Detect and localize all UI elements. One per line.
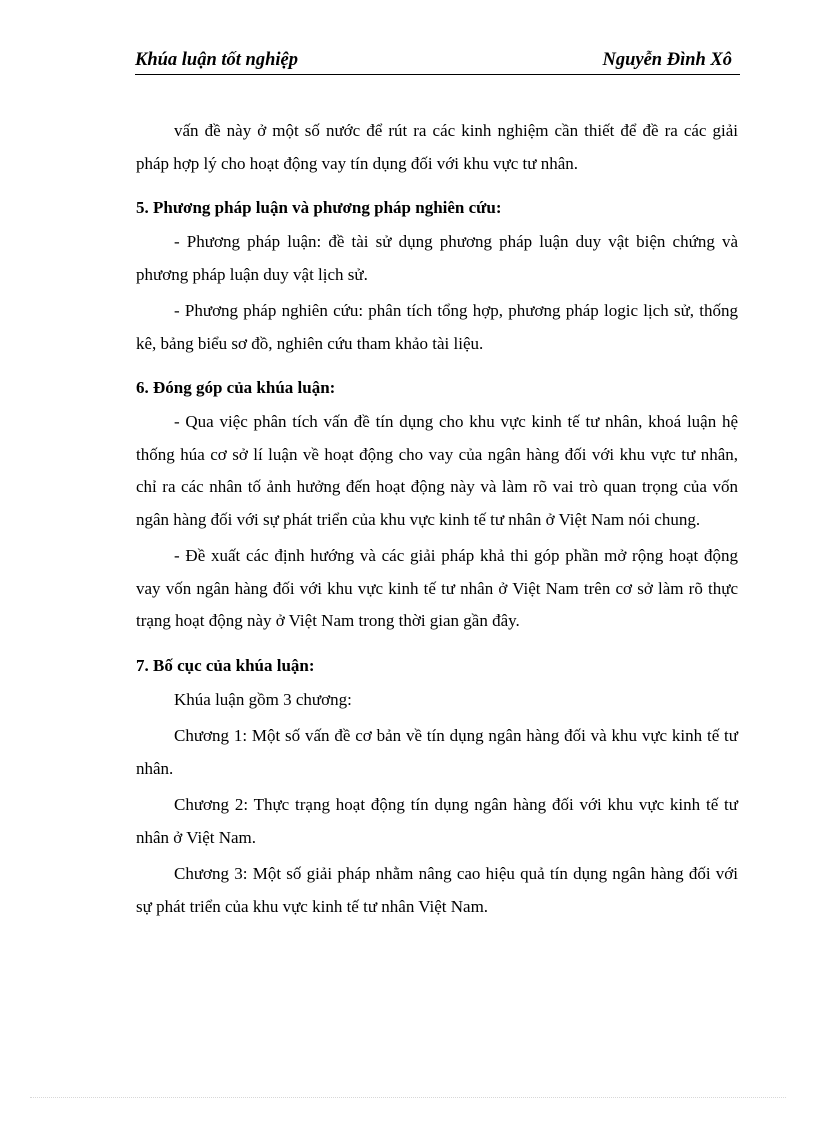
chapter-3-summary: Chương 3: Một số giải pháp nhằm nâng cao hiệu quả tín dụng ngân hàng đối với sự phát triển của khu vực kinh tế tư nhân Việt Nam. [136,864,738,916]
section-6-paragraph-2: - Đề xuất các định hướng và các giải pháp khả thi góp phần mở rộng hoạt động vay vốn ngân hàng đối với khu vực kinh tế tư nhân ở Việt Nam trên cơ sở làm rõ thực trạng hoạt động này ở Việt Nam trong thời gian gần đây. [136,546,738,630]
section-6-heading: 6. Đóng góp của khúa luận: [136,378,336,397]
footer-divider [30,1097,786,1098]
chapter-1-summary: Chương 1: Một số vấn đề cơ bản về tín dụng ngân hàng đối và khu vực kinh tế tư nhân. [136,726,738,778]
section-5-heading: 5. Phương pháp luận và phương pháp nghiên cứu: [136,198,502,217]
section-5-paragraph-2: - Phương pháp nghiên cứu: phân tích tổng hợp, phương pháp logic lịch sử, thống kê, bảng biểu sơ đồ, nghiên cứu tham khảo tài liệu. [136,301,738,353]
document-body [136,115,738,923]
section-7-paragraph-1: Khúa luận gồm 3 chương: [174,689,352,709]
section-6-paragraph-1: - Qua việc phân tích vấn đề tín dụng cho khu vực kinh tế tư nhân, khoá luận hệ thống húa cơ sở lí luận về hoạt động cho vay của ngân hàng đối với khu vực tư nhân, chỉ ra các nhân tố ảnh hưởng đến hoạt động này và làm rõ vai trò quan trọng của vốn ngân hàng đối với sự phát triển của khu vực kinh tế tư nhân ở Việt Nam nói chung. [136,412,738,529]
page-header [135,48,740,75]
section-5-paragraph-1: - Phương pháp luận: đề tài sử dụng phương pháp luận duy vật biện chứng và phương pháp luận duy vật lịch sử. [136,232,738,284]
chapter-2-summary: Chương 2: Thực trạng hoạt động tín dụng ngân hàng đối với khu vực kinh tế tư nhân ở Việt Nam. [136,795,738,847]
intro-paragraph: vấn đề này ở một số nước để rút ra các kinh nghiệm cần thiết để đề ra các giải pháp hợp lý cho hoạt động vay tín dụng đối với khu vực tư nhân. [136,121,738,173]
header-author: Nguyễn Đình Xô [602,50,732,70]
section-7-heading: 7. Bố cục của khúa luận: [136,655,315,675]
header-title: Khúa luận tốt nghiệp [135,50,298,70]
